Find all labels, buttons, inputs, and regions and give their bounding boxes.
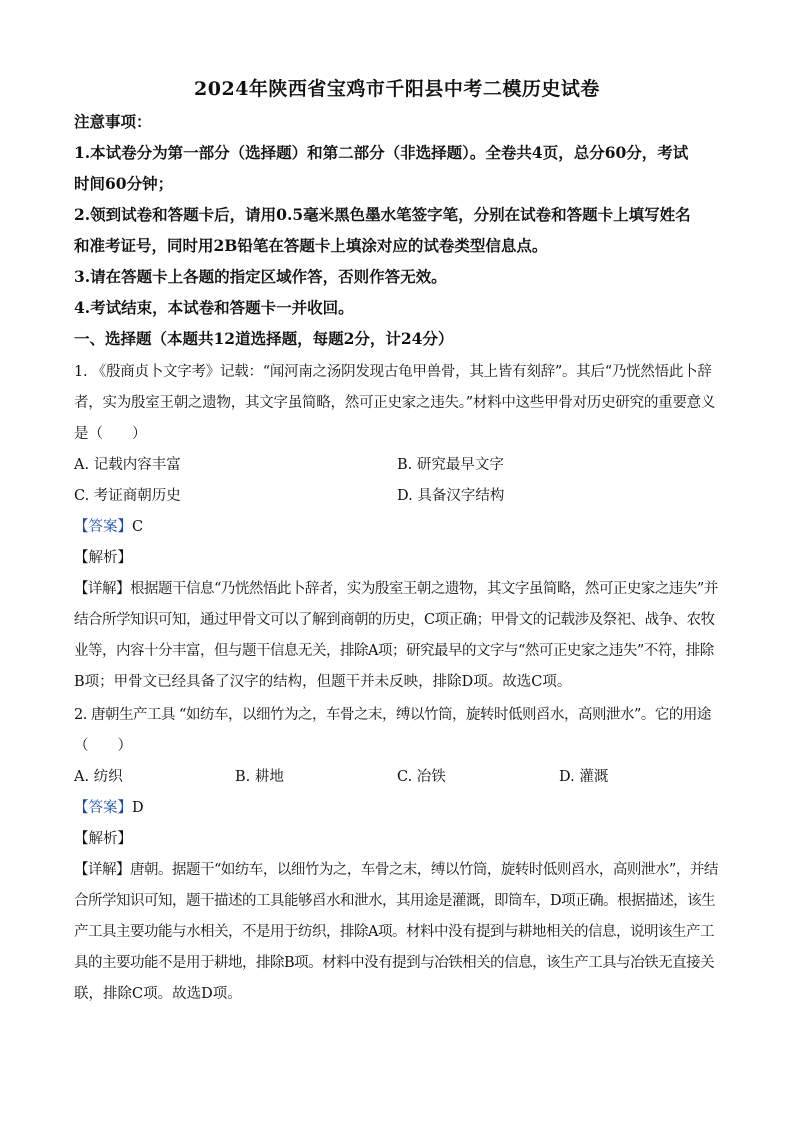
notice-item-4: 4.考试结束，本试卷和答题卡一并收回。: [74, 298, 354, 317]
q1-analysis-tag: 【解析】: [74, 550, 132, 566]
q1-option-a: A. 记载内容丰富: [74, 457, 181, 473]
q2-detail-text-1: 唐朝。据题干“如纺车，以细竹为之，车骨之末，缚以竹筒，旋转时低则舀水，高则泄水”，并结: [130, 862, 718, 878]
q1-detail-line-2: 结合所学知识可知，通过甲骨文可以了解到商朝的历史，C项正确；甲骨文的记载涉及祭祀、战争、农牧: [74, 612, 715, 628]
notice-heading: 注意事项：: [74, 112, 152, 131]
q2-answer-tag: 【答案】: [74, 800, 132, 816]
q2-detail-line-4: 具的主要功能不是用于耕地，排除B项。材料中没有提到与冶铁相关的信息，该生产工具与冶铁无直接关: [74, 955, 715, 971]
notice-item-2-line-2: 和准考证号，同时用2B铅笔在答题卡上填涂对应的试卷类型信息点。: [74, 236, 548, 255]
q2-option-d: D. 灌溉: [559, 769, 609, 785]
q1-option-b: B. 研究最早文字: [397, 457, 504, 473]
q2-answer: [74, 796, 722, 817]
q2-option-a: A. 纺织: [74, 769, 123, 785]
section-heading: 一、选择题（本题共12道选择题，每题2分，计24分）: [74, 329, 454, 348]
q2-analysis-tag: 【解析】: [74, 831, 132, 847]
q1-option-d: D. 具备汉字结构: [397, 488, 505, 504]
q1-detail-line-3: 业等，内容十分丰富，但与题干信息无关，排除A项；研究最早的文字与“然可正史家之违失”不符，排除: [74, 643, 714, 659]
q2-detail-line-5: 联，排除C项。故选D项。: [74, 986, 242, 1002]
q1-detail-line-4: B项；甲骨文已经具备了汉字的结构，但题干并未反映，排除D项。故选C项。: [74, 674, 572, 690]
q2-answer-value: D: [132, 800, 144, 816]
q1-option-c: C. 考证商朝历史: [74, 488, 181, 504]
q1-answer: [74, 515, 722, 536]
notice-item-1-line-1: 1.本试卷分为第一部分（选择题）和第二部分（非选择题）。全卷共4页，总分60分，考试: [74, 143, 689, 162]
notice-item-1-line-2: 时间60分钟；: [74, 174, 174, 193]
q2-detail-line-3: 产工具主要功能与水相关，不是用于纺织，排除A项。材料中没有提到与耕地相关的信息，说明该生产工: [74, 924, 714, 940]
q2-detail-line-2: 合所学知识可知，题干描述的工具能够舀水和泄水，其用途是灌溉，即筒车，D项正确。根据描述，该生: [74, 893, 716, 909]
q2-stem-line-2: （ ）: [74, 738, 132, 754]
q1-stem-line-1: 1. 《殷商贞卜文字考》记载：“闻河南之汤阴发现古龟甲兽骨，其上皆有刻辞”。其后“乃恍然悟此卜辞: [74, 364, 712, 380]
notice-item-3: 3.请在答题卡上各题的指定区域作答，否则作答无效。: [74, 267, 447, 286]
q2-detail-tag: 【详解】: [74, 862, 130, 878]
notice-item-2-line-1: 2.领到试卷和答题卡后，请用0.5毫米黑色墨水笔签字笔，分别在试卷和答题卡上填写姓名: [74, 205, 691, 224]
q2-option-b: B. 耕地: [235, 769, 284, 785]
q1-stem-line-2: 者，实为殷室王朝之遗物，其文字虽简略，然可正史家之违失。”材料中这些甲骨对历史研究的重要意义: [74, 395, 716, 411]
q2-detail-line-1: [74, 858, 722, 879]
q2-stem-line-1: 2. 唐朝生产工具 “如纺车，以细竹为之，车骨之末，缚以竹筒，旋转时低则舀水，高则泄水”。它的用途: [74, 707, 711, 723]
q1-stem-line-3: 是（ ）: [74, 426, 147, 442]
q1-detail-text-1: 根据题干信息“乃恍然悟此卜辞者，实为殷室王朝之遗物，其文字虽简略，然可正史家之违失”并: [130, 581, 718, 597]
q1-answer-value: C: [132, 519, 144, 535]
q2-option-c: C. 冶铁: [397, 769, 446, 785]
q1-answer-tag: 【答案】: [74, 519, 132, 535]
q1-detail-line-1: [74, 577, 722, 598]
page-title: 2024年陕西省宝鸡市千阳县中考二模历史试卷: [194, 78, 600, 100]
q1-detail-tag: 【详解】: [74, 581, 130, 597]
